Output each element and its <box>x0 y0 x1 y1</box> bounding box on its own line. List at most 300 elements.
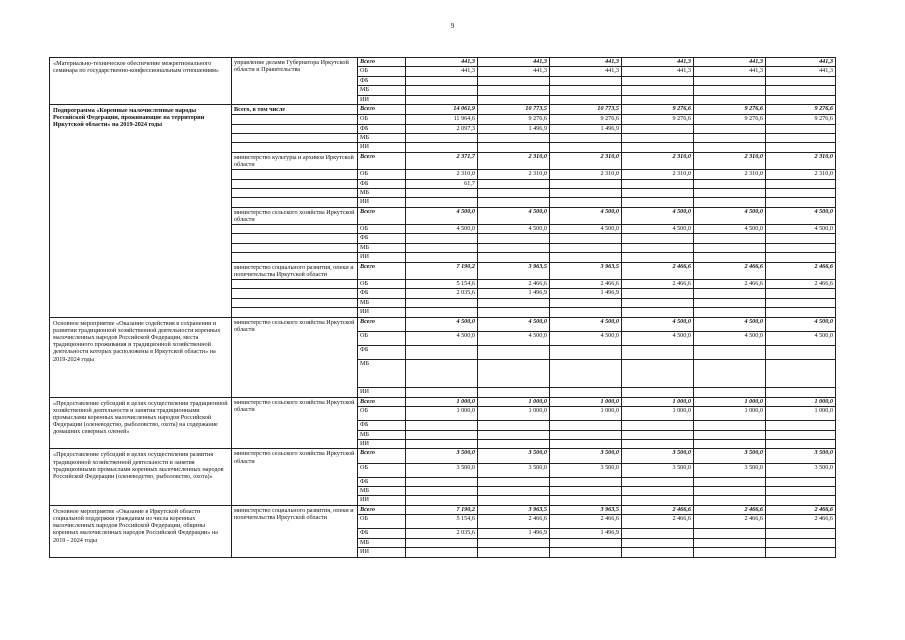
amount-cell <box>622 477 694 486</box>
amount-cell: 10 773,5 <box>550 104 622 114</box>
amount-cell <box>766 308 836 317</box>
amount-cell: 4 500,0 <box>766 317 836 331</box>
amount-cell: 441,3 <box>766 67 836 76</box>
amount-cell: 1 000,0 <box>478 406 550 420</box>
amount-cell: 2 466,6 <box>766 280 836 289</box>
amount-cell <box>550 234 622 243</box>
executor-name: министерство сельского хозяйства Иркутской области <box>232 207 358 224</box>
amount-cell: 1 000,0 <box>550 406 622 420</box>
amount-cell <box>622 234 694 243</box>
source-label: Всего <box>358 152 406 169</box>
amount-cell <box>622 421 694 430</box>
amount-cell <box>478 548 550 557</box>
amount-cell <box>406 133 478 142</box>
amount-cell: 2 310,0 <box>622 170 694 179</box>
amount-cell <box>694 253 766 262</box>
amount-cell <box>478 86 550 95</box>
amount-cell <box>550 388 622 397</box>
source-label: ОБ <box>358 515 406 529</box>
amount-cell: 2 310,0 <box>550 170 622 179</box>
amount-cell <box>766 86 836 95</box>
executor-name: министерство социального развития, опеки и попечительства Иркутской области <box>232 262 358 279</box>
amount-cell <box>478 477 550 486</box>
source-label: Всего <box>358 207 406 224</box>
amount-cell: 4 500,0 <box>478 225 550 234</box>
source-label: ИИ <box>358 496 406 505</box>
amount-cell <box>694 76 766 85</box>
amount-cell: 3 500,0 <box>622 463 694 477</box>
amount-cell <box>694 487 766 496</box>
program-name: «Предоставление субсидий в целях осуществления традиционной хозяйственной деятельности и занятия традиционными промыслами коренных малочисленных народов Российской Федерации (оленеводство, рыболовство, охота) на содержание домашних северных оленей» <box>50 397 232 449</box>
amount-cell <box>694 124 766 133</box>
amount-cell: 1 496,9 <box>550 529 622 538</box>
table-row <box>50 58 836 67</box>
amount-cell <box>694 188 766 197</box>
amount-cell <box>766 538 836 547</box>
amount-cell <box>694 360 766 388</box>
amount-cell <box>622 496 694 505</box>
amount-cell <box>766 198 836 207</box>
amount-cell <box>622 188 694 197</box>
source-label: ИИ <box>358 143 406 152</box>
amount-cell: 2 097,3 <box>406 124 478 133</box>
amount-cell: 2 466,6 <box>694 515 766 529</box>
amount-cell: 2 466,6 <box>550 280 622 289</box>
amount-cell <box>406 298 478 307</box>
source-label: МБ <box>358 538 406 547</box>
amount-cell: 3 963,5 <box>478 262 550 279</box>
amount-cell: 3 500,0 <box>406 463 478 477</box>
amount-cell: 5 154,6 <box>406 280 478 289</box>
amount-cell: 2 466,6 <box>766 515 836 529</box>
amount-cell: 3 500,0 <box>550 449 622 463</box>
amount-cell <box>766 346 836 360</box>
table-row <box>50 449 836 463</box>
amount-cell: 2 310,0 <box>694 170 766 179</box>
amount-cell <box>622 198 694 207</box>
amount-cell: 1 000,0 <box>766 406 836 420</box>
amount-cell: 4 500,0 <box>694 207 766 224</box>
source-label: ОБ <box>358 280 406 289</box>
source-label: МБ <box>358 430 406 439</box>
amount-cell <box>406 188 478 197</box>
amount-cell: 4 500,0 <box>406 331 478 345</box>
amount-cell: 4 500,0 <box>406 317 478 331</box>
source-label: ФБ <box>358 179 406 188</box>
source-label: ФБ <box>358 124 406 133</box>
amount-cell: 2 310,0 <box>694 152 766 169</box>
amount-cell <box>406 388 478 397</box>
amount-cell <box>766 298 836 307</box>
amount-cell <box>622 308 694 317</box>
amount-cell <box>766 188 836 197</box>
amount-cell <box>694 496 766 505</box>
amount-cell <box>478 421 550 430</box>
source-label: МБ <box>358 86 406 95</box>
source-label: ИИ <box>358 388 406 397</box>
amount-cell <box>694 548 766 557</box>
amount-cell <box>478 253 550 262</box>
amount-cell <box>478 360 550 388</box>
amount-cell: 4 500,0 <box>550 331 622 345</box>
amount-cell: 11 964,6 <box>406 115 478 124</box>
amount-cell: 4 500,0 <box>622 331 694 345</box>
amount-cell <box>478 95 550 104</box>
source-label: ОБ <box>358 406 406 420</box>
amount-cell <box>550 188 622 197</box>
executor-name: Всего, в том числе <box>232 104 358 114</box>
amount-cell: 9 276,6 <box>478 115 550 124</box>
amount-cell <box>550 298 622 307</box>
amount-cell <box>478 496 550 505</box>
amount-cell: 2 371,7 <box>406 152 478 169</box>
amount-cell <box>622 529 694 538</box>
amount-cell <box>766 360 836 388</box>
source-label: ИИ <box>358 253 406 262</box>
source-label: МБ <box>358 243 406 252</box>
amount-cell: 441,3 <box>478 67 550 76</box>
amount-cell <box>766 253 836 262</box>
amount-cell <box>550 477 622 486</box>
amount-cell <box>550 346 622 360</box>
source-label: Всего <box>358 104 406 114</box>
source-label: ФБ <box>358 289 406 298</box>
amount-cell <box>478 143 550 152</box>
executor-name: министерство сельского хозяйства Иркутской области <box>232 397 358 449</box>
source-label: Всего <box>358 449 406 463</box>
source-label: МБ <box>358 487 406 496</box>
amount-cell: 1 496,9 <box>550 124 622 133</box>
amount-cell <box>694 529 766 538</box>
amount-cell <box>406 430 478 439</box>
amount-cell: 1 000,0 <box>694 397 766 406</box>
executor-cell <box>232 179 358 188</box>
amount-cell <box>406 86 478 95</box>
amount-cell <box>766 95 836 104</box>
amount-cell <box>406 234 478 243</box>
amount-cell: 2 310,0 <box>478 152 550 169</box>
amount-cell <box>406 253 478 262</box>
amount-cell: 3 500,0 <box>694 449 766 463</box>
amount-cell <box>478 234 550 243</box>
executor-name: министерство социального развития, опеки и попечительства Иркутской области <box>232 505 358 557</box>
executor-cell <box>232 243 358 252</box>
amount-cell <box>766 529 836 538</box>
amount-cell: 1 000,0 <box>766 397 836 406</box>
amount-cell: 9 276,6 <box>622 104 694 114</box>
amount-cell: 4 500,0 <box>622 207 694 224</box>
source-label: ИИ <box>358 308 406 317</box>
amount-cell <box>478 388 550 397</box>
source-label: ОБ <box>358 170 406 179</box>
amount-cell <box>550 179 622 188</box>
amount-cell: 3 500,0 <box>694 463 766 477</box>
amount-cell <box>622 487 694 496</box>
amount-cell <box>622 538 694 547</box>
amount-cell: 3 963,5 <box>550 262 622 279</box>
amount-cell <box>406 346 478 360</box>
source-label: ИИ <box>358 548 406 557</box>
amount-cell: 9 276,6 <box>694 115 766 124</box>
source-label: МБ <box>358 298 406 307</box>
amount-cell <box>550 308 622 317</box>
amount-cell: 1 000,0 <box>694 406 766 420</box>
amount-cell: 2 466,6 <box>694 280 766 289</box>
amount-cell: 2 466,6 <box>694 262 766 279</box>
amount-cell <box>406 439 478 448</box>
amount-cell: 2 310,0 <box>406 170 478 179</box>
amount-cell: 441,3 <box>622 67 694 76</box>
source-label: ОБ <box>358 225 406 234</box>
amount-cell <box>406 360 478 388</box>
table-row <box>50 104 836 114</box>
executor-cell <box>232 115 358 124</box>
table-row <box>50 397 836 406</box>
amount-cell <box>622 430 694 439</box>
amount-cell <box>550 95 622 104</box>
source-label: ФБ <box>358 346 406 360</box>
amount-cell <box>694 143 766 152</box>
amount-cell <box>622 548 694 557</box>
amount-cell: 9 276,6 <box>550 115 622 124</box>
amount-cell: 441,3 <box>406 67 478 76</box>
amount-cell: 4 500,0 <box>550 317 622 331</box>
amount-cell <box>406 421 478 430</box>
amount-cell: 2 466,6 <box>550 515 622 529</box>
amount-cell: 9 276,6 <box>766 115 836 124</box>
amount-cell: 4 500,0 <box>406 225 478 234</box>
amount-cell: 2 466,6 <box>622 262 694 279</box>
source-label: ФБ <box>358 477 406 486</box>
amount-cell: 1 000,0 <box>550 397 622 406</box>
amount-cell <box>550 86 622 95</box>
amount-cell <box>406 496 478 505</box>
amount-cell: 3 500,0 <box>478 463 550 477</box>
amount-cell <box>694 308 766 317</box>
amount-cell <box>694 234 766 243</box>
amount-cell <box>406 548 478 557</box>
amount-cell: 441,3 <box>550 58 622 67</box>
program-name: Основное мероприятие «Оказание содействия в сохранении и развитии традиционной хозяйственной деятельности коренных малочисленных народов Российской Федерации, места традиционного проживания и традиционной хозяйственной деятельности которых расположены в Иркутской области» на 2019-2024 годы <box>50 317 232 397</box>
amount-cell <box>478 133 550 142</box>
amount-cell <box>694 289 766 298</box>
amount-cell <box>622 253 694 262</box>
amount-cell: 2 310,0 <box>550 152 622 169</box>
amount-cell: 3 500,0 <box>766 449 836 463</box>
executor-cell <box>232 143 358 152</box>
source-label: Всего <box>358 58 406 67</box>
amount-cell <box>406 95 478 104</box>
amount-cell <box>622 179 694 188</box>
source-label: ИИ <box>358 95 406 104</box>
amount-cell: 4 500,0 <box>478 317 550 331</box>
executor-name: министерство сельского хозяйства Иркутской области <box>232 317 358 397</box>
amount-cell <box>766 548 836 557</box>
source-label: ОБ <box>358 67 406 76</box>
amount-cell: 3 500,0 <box>622 449 694 463</box>
amount-cell <box>622 86 694 95</box>
amount-cell: 7 190,2 <box>406 505 478 514</box>
amount-cell: 2 466,6 <box>766 505 836 514</box>
amount-cell <box>406 143 478 152</box>
amount-cell <box>622 76 694 85</box>
amount-cell: 441,3 <box>694 58 766 67</box>
program-name: Основное мероприятие «Оказание в Иркутской области социальной поддержки гражданам из числа коренных малочисленных народов Российской Федерации, общины коренных малочисленных народов Российской Федерации» на 2019 - 2024 годы <box>50 505 232 557</box>
source-label: ФБ <box>358 234 406 243</box>
amount-cell: 1 496,9 <box>478 289 550 298</box>
amount-cell <box>550 360 622 388</box>
amount-cell <box>694 198 766 207</box>
amount-cell <box>550 439 622 448</box>
amount-cell <box>622 133 694 142</box>
executor-cell <box>232 289 358 298</box>
amount-cell: 1 000,0 <box>622 397 694 406</box>
amount-cell <box>694 421 766 430</box>
program-name: «Предоставление субсидий в целях осуществления развития традиционной хозяйственной деятельности и занятия традиционными промыслами коренных малочисленных народов Российской Федерации (оленеводство, рыболовство, охота)» <box>50 449 232 506</box>
amount-cell <box>694 346 766 360</box>
amount-cell <box>478 298 550 307</box>
amount-cell: 441,3 <box>406 58 478 67</box>
amount-cell <box>478 430 550 439</box>
amount-cell <box>406 538 478 547</box>
source-label: МБ <box>358 188 406 197</box>
amount-cell <box>766 487 836 496</box>
amount-cell <box>550 538 622 547</box>
amount-cell: 9 276,6 <box>694 104 766 114</box>
amount-cell: 7 190,2 <box>406 262 478 279</box>
executor-cell <box>232 308 358 317</box>
table-row <box>50 317 836 331</box>
amount-cell: 2 310,0 <box>766 170 836 179</box>
amount-cell: 2 466,6 <box>766 262 836 279</box>
amount-cell <box>550 133 622 142</box>
amount-cell <box>766 179 836 188</box>
amount-cell: 441,3 <box>694 67 766 76</box>
amount-cell: 3 500,0 <box>478 449 550 463</box>
executor-cell <box>232 124 358 133</box>
executor-cell <box>232 133 358 142</box>
amount-cell <box>694 388 766 397</box>
amount-cell: 4 500,0 <box>478 207 550 224</box>
amount-cell <box>406 487 478 496</box>
amount-cell: 2 466,6 <box>694 505 766 514</box>
amount-cell <box>550 76 622 85</box>
amount-cell: 3 500,0 <box>406 449 478 463</box>
source-label: ИИ <box>358 439 406 448</box>
executor-cell <box>232 298 358 307</box>
amount-cell: 61,7 <box>406 179 478 188</box>
source-label: МБ <box>358 133 406 142</box>
program-name: Подпрограмма «Коренные малочисленные народы Российской Федерации, проживающие на территории Иркутской области» на 2019-2024 годы <box>50 104 232 317</box>
amount-cell: 4 500,0 <box>622 225 694 234</box>
amount-cell <box>766 243 836 252</box>
amount-cell <box>622 95 694 104</box>
amount-cell <box>766 439 836 448</box>
amount-cell: 4 500,0 <box>694 331 766 345</box>
amount-cell <box>694 439 766 448</box>
amount-cell <box>766 143 836 152</box>
source-label: МБ <box>358 360 406 388</box>
amount-cell: 5 154,6 <box>406 515 478 529</box>
executor-cell <box>232 234 358 243</box>
amount-cell <box>550 496 622 505</box>
amount-cell <box>694 538 766 547</box>
amount-cell: 10 773,5 <box>478 104 550 114</box>
amount-cell: 1 000,0 <box>622 406 694 420</box>
executor-cell <box>232 170 358 179</box>
executor-cell <box>232 198 358 207</box>
amount-cell: 3 963,5 <box>550 505 622 514</box>
amount-cell <box>478 76 550 85</box>
amount-cell: 9 276,6 <box>766 104 836 114</box>
amount-cell: 441,3 <box>478 58 550 67</box>
amount-cell <box>406 76 478 85</box>
amount-cell <box>550 253 622 262</box>
amount-cell: 1 496,9 <box>478 124 550 133</box>
source-label: ФБ <box>358 76 406 85</box>
amount-cell <box>622 388 694 397</box>
source-label: Всего <box>358 262 406 279</box>
amount-cell: 2 466,6 <box>622 505 694 514</box>
amount-cell <box>550 198 622 207</box>
amount-cell <box>406 308 478 317</box>
amount-cell <box>550 143 622 152</box>
source-label: ОБ <box>358 115 406 124</box>
amount-cell: 4 500,0 <box>406 207 478 224</box>
amount-cell <box>694 179 766 188</box>
amount-cell <box>766 496 836 505</box>
program-name: «Материально-техническое обеспечение межрегионального семинара по государственно-конфессиональным отношениям» <box>50 58 232 105</box>
executor-name: министерство сельского хозяйства Иркутской области <box>232 449 358 506</box>
amount-cell <box>478 538 550 547</box>
amount-cell <box>550 430 622 439</box>
source-label: ОБ <box>358 331 406 345</box>
amount-cell <box>766 477 836 486</box>
amount-cell <box>478 439 550 448</box>
amount-cell: 2 310,0 <box>766 152 836 169</box>
amount-cell: 4 500,0 <box>478 331 550 345</box>
amount-cell <box>550 548 622 557</box>
amount-cell <box>478 243 550 252</box>
amount-cell <box>766 124 836 133</box>
source-label: ФБ <box>358 529 406 538</box>
source-label: Всего <box>358 505 406 514</box>
amount-cell: 3 963,5 <box>478 505 550 514</box>
amount-cell <box>766 430 836 439</box>
amount-cell <box>622 439 694 448</box>
amount-cell: 2 035,6 <box>406 529 478 538</box>
amount-cell: 4 500,0 <box>694 225 766 234</box>
amount-cell <box>766 289 836 298</box>
amount-cell: 2 310,0 <box>478 170 550 179</box>
amount-cell <box>694 430 766 439</box>
amount-cell: 1 496,9 <box>550 289 622 298</box>
source-label: Всего <box>358 317 406 331</box>
source-label: ФБ <box>358 421 406 430</box>
amount-cell: 9 276,6 <box>622 115 694 124</box>
amount-cell: 441,3 <box>550 67 622 76</box>
executor-cell <box>232 280 358 289</box>
executor-cell <box>232 188 358 197</box>
amount-cell: 1 000,0 <box>406 397 478 406</box>
amount-cell <box>766 388 836 397</box>
amount-cell <box>766 421 836 430</box>
source-label: ОБ <box>358 463 406 477</box>
amount-cell <box>622 243 694 252</box>
amount-cell <box>694 243 766 252</box>
amount-cell <box>550 243 622 252</box>
amount-cell <box>406 477 478 486</box>
